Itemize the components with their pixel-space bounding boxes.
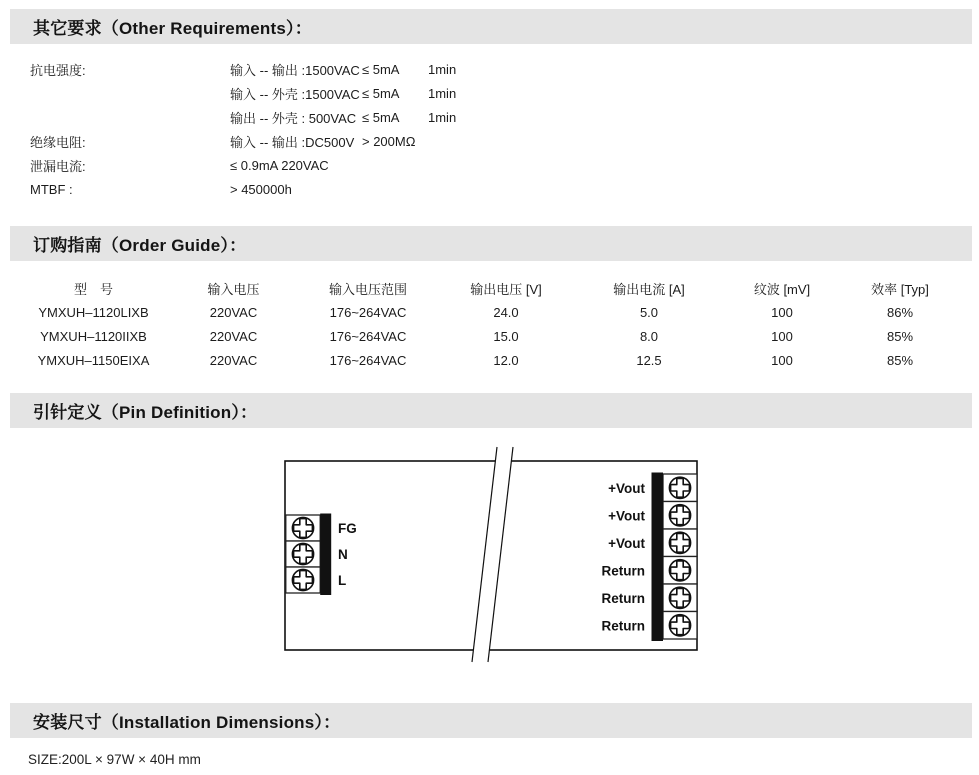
table-cell: 176~264VAC <box>329 352 407 368</box>
table-row <box>22 300 956 324</box>
table-cell: 100 <box>771 352 793 368</box>
spec-row-leakage-current <box>30 153 456 177</box>
screw-terminal-icon <box>669 477 690 498</box>
spec-row-insulation-resistance <box>30 129 456 153</box>
order-guide-table <box>22 276 956 372</box>
screw-terminal-icon <box>292 543 313 564</box>
spec-duration: 1min <box>428 85 457 101</box>
section-header-installation-dimensions <box>10 703 972 738</box>
spec-row-withstand-2 <box>30 81 456 105</box>
pin-label-vout-3: +Vout <box>608 535 645 551</box>
pin-label-return-2: Return <box>601 590 645 606</box>
section-title-other-requirements: 其它要求（Other Requirements）： <box>33 19 312 38</box>
installation-size-text: SIZE:200L × 97W × 40H mm <box>28 752 201 767</box>
spec-duration: 1min <box>428 109 457 125</box>
spec-duration: 1min <box>428 61 457 77</box>
column-header-input-voltage-range: 输入电压范围 <box>328 281 407 297</box>
spec-value: 输入 -- 外壳 :1500VAC <box>230 86 360 102</box>
section-header-pin-definition <box>10 393 972 428</box>
section-header-order-guide <box>10 226 972 261</box>
input-terminal-bar <box>320 514 331 596</box>
pin-label-vout-2: +Vout <box>608 508 645 524</box>
table-row <box>22 324 956 348</box>
pin-label-return-1: Return <box>601 563 645 579</box>
screw-terminal-icon <box>292 569 313 590</box>
table-cell: 220VAC <box>209 328 258 344</box>
spec-value: 输入 -- 输出 :DC500V <box>230 134 355 150</box>
table-cell: 85% <box>886 328 914 344</box>
spec-label: 绝缘电阻: <box>30 134 86 150</box>
pin-label-l: L <box>338 573 347 588</box>
screw-terminal-icon <box>669 532 690 553</box>
table-cell: 12.5 <box>636 352 662 368</box>
spec-row-withstand-1 <box>30 57 456 81</box>
break-gap <box>472 447 513 662</box>
column-header-model: 型 号 <box>73 281 113 297</box>
screw-terminal-icon <box>669 560 690 581</box>
pin-definition-diagram <box>270 437 710 672</box>
table-cell-model: YMXUH–1120LIXB <box>38 304 149 320</box>
table-cell: 86% <box>886 304 914 320</box>
spec-label: 抗电强度: <box>30 62 86 78</box>
other-requirements-spec-list <box>30 57 456 201</box>
table-cell: 24.0 <box>493 304 519 320</box>
table-cell: 8.0 <box>639 328 659 344</box>
table-cell: 15.0 <box>493 328 519 344</box>
screw-terminal-icon <box>669 615 690 636</box>
table-cell: 85% <box>886 352 914 368</box>
section-header-other-requirements <box>10 9 972 44</box>
table-cell: 220VAC <box>209 304 258 320</box>
table-cell-model: YMXUH–1120IIXB <box>40 328 147 344</box>
output-terminal-bar <box>652 473 664 642</box>
spec-limit: ≤ 5mA <box>362 109 400 125</box>
table-cell: 220VAC <box>209 352 258 368</box>
section-title-installation-dimensions: 安装尺寸（Installation Dimensions）： <box>33 713 341 732</box>
column-header-input-voltage: 输入电压 <box>207 281 260 297</box>
spec-limit: ≤ 5mA <box>362 61 400 77</box>
pin-label-fg: FG <box>338 521 357 536</box>
screw-terminal-icon <box>669 505 690 526</box>
table-cell: 176~264VAC <box>329 328 407 344</box>
spec-label: 泄漏电流: <box>30 158 86 174</box>
table-cell: 5.0 <box>639 304 659 320</box>
spec-limit: ≤ 5mA <box>362 85 400 101</box>
spec-limit: > 200MΩ <box>362 133 416 149</box>
spec-row-withstand-3 <box>30 105 456 129</box>
spec-row-mtbf <box>30 177 456 201</box>
table-row <box>22 348 956 372</box>
screw-terminal-icon <box>292 517 313 538</box>
section-title-pin-definition: 引针定义（Pin Definition）： <box>33 403 258 422</box>
table-cell: 176~264VAC <box>329 304 407 320</box>
pin-label-return-3: Return <box>601 618 645 634</box>
pin-label-vout-1: +Vout <box>608 480 645 496</box>
spec-label: MTBF : <box>30 181 73 197</box>
order-table-header-row <box>22 276 956 300</box>
spec-value: > 450000h <box>230 181 292 197</box>
pin-label-n: N <box>338 547 348 562</box>
table-cell-model: YMXUH–1150EIXA <box>37 352 150 368</box>
table-cell: 100 <box>771 328 793 344</box>
column-header-output-current: 输出电流 [A] <box>613 281 685 297</box>
column-header-ripple: 纹波 [mV] <box>753 281 811 297</box>
section-title-order-guide: 订购指南（Order Guide）： <box>33 236 247 255</box>
column-header-efficiency: 效率 [Typ] <box>871 281 929 297</box>
column-header-output-voltage: 输出电压 [V] <box>470 281 542 297</box>
table-cell: 12.0 <box>493 352 519 368</box>
spec-value: 输入 -- 输出 :1500VAC <box>230 62 360 78</box>
screw-terminal-icon <box>669 587 690 608</box>
spec-value: 输出 -- 外壳 : 500VAC <box>230 110 357 126</box>
table-cell: 100 <box>771 304 793 320</box>
spec-value: ≤ 0.9mA 220VAC <box>230 157 329 173</box>
